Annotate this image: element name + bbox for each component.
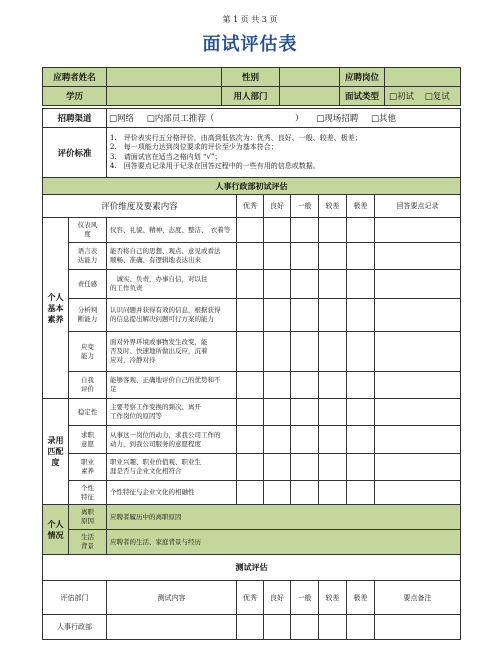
item-label: 分析判 断能力 [69, 299, 107, 332]
grade-cell[interactable] [319, 372, 347, 399]
test-grade-cell[interactable] [291, 615, 319, 640]
page-indicator: 第 1 页 共 3 页 [222, 15, 278, 24]
item-description: 诚实、负责，办事自信，对以往 的工作负责 [107, 270, 237, 299]
grade-cell[interactable] [264, 481, 291, 505]
grade-cell[interactable] [237, 270, 264, 299]
dimension-header: 评价维度及要素内容 [43, 195, 237, 218]
grade-cell[interactable] [347, 218, 375, 243]
grade-header-average: 一般 [291, 195, 319, 218]
grade-cell[interactable] [347, 243, 375, 270]
grade-cell[interactable] [347, 399, 375, 426]
grade-cell[interactable] [291, 332, 319, 372]
grade-cell[interactable] [347, 270, 375, 299]
grade-header-excellent: 优秀 [237, 195, 264, 218]
evaluation-table [42, 108, 461, 640]
group-label [43, 505, 69, 555]
test-section-title: 测试评估 [43, 555, 461, 581]
item-description: 职业兴趣、职业价值观、职业生 涯是否与企业文化相符合 [107, 454, 237, 481]
test-notes-header: 要点备注 [375, 581, 461, 615]
grade-cell[interactable] [291, 454, 319, 481]
item-description: 能否将自己的思想、观点、意见或看法 顺畅、准确、有逻辑地表达出来 [107, 243, 237, 270]
grade-cell[interactable] [264, 454, 291, 481]
grade-cell[interactable] [237, 218, 264, 243]
test-grade-header-very-poor: 极差 [347, 581, 375, 615]
item-description[interactable]: 应聘者的生活、家庭背景与经历 [107, 530, 461, 555]
test-grade-cell[interactable] [264, 615, 291, 640]
grade-cell[interactable] [319, 481, 347, 505]
notes-cell[interactable] [375, 299, 461, 332]
item-description[interactable]: 应聘者履历中的离职原因 [107, 505, 461, 530]
test-grade-header-excellent: 优秀 [237, 581, 264, 615]
test-content-header: 测试内容 [107, 581, 237, 615]
item-label: 责任感 [69, 270, 107, 299]
grade-cell[interactable] [291, 481, 319, 505]
education-field[interactable] [107, 87, 222, 106]
criteria-line: 1. 评价表实行五分格评价，由高到低依次为：优秀、良好、一般、较差、极差； [110, 133, 362, 142]
grade-cell[interactable] [291, 270, 319, 299]
grade-cell[interactable] [319, 399, 347, 426]
test-grade-cell[interactable] [319, 615, 347, 640]
notes-cell[interactable] [375, 332, 461, 372]
item-label: 离职 原因 [69, 505, 107, 530]
criteria-label: 评价标准 [43, 128, 107, 178]
item-label: 个性 特征 [69, 481, 107, 505]
group-name: 个人 情况 [47, 518, 64, 540]
grade-cell[interactable] [291, 399, 319, 426]
grade-cell[interactable] [319, 332, 347, 372]
grade-cell[interactable] [237, 243, 264, 270]
referral-close-paren: ） [295, 114, 304, 124]
criteria-line: 3. 请面试官在适当之格内划 “√”； [110, 152, 222, 161]
grade-cell[interactable] [347, 372, 375, 399]
item-description: 能够客观、正确地评价自己的优势和不 足 [107, 372, 237, 399]
notes-cell[interactable] [375, 218, 461, 243]
grade-cell[interactable] [347, 332, 375, 372]
group-label [43, 218, 69, 399]
test-notes-cell[interactable] [375, 615, 461, 640]
item-description: 主要考察工作变换的频次、离开 工作岗位的原因等 [107, 399, 237, 426]
item-label: 应变 能力 [69, 332, 107, 372]
dept-field[interactable] [280, 87, 340, 106]
notes-cell[interactable] [375, 454, 461, 481]
applicant-name-field[interactable] [107, 68, 222, 87]
group-name: 个人 基本 素养 [47, 291, 64, 324]
checkbox-other[interactable]: □其他 [370, 114, 396, 124]
test-dept-header: 评估部门 [43, 581, 107, 615]
grade-cell[interactable] [237, 299, 264, 332]
grade-cell[interactable] [264, 270, 291, 299]
item-label: 生活 背景 [69, 530, 107, 555]
channel-label: 招聘渠道 [43, 109, 107, 128]
test-grade-cell[interactable] [237, 615, 264, 640]
test-grade-header-average: 一般 [291, 581, 319, 615]
gender-field[interactable] [280, 68, 340, 87]
item-label: 语言表 达能力 [69, 243, 107, 270]
grade-cell[interactable] [264, 399, 291, 426]
grade-cell[interactable] [291, 299, 319, 332]
item-label: 自我 评价 [69, 372, 107, 399]
test-grade-cell[interactable] [347, 615, 375, 640]
channel-options [107, 109, 461, 128]
grade-cell[interactable] [347, 481, 375, 505]
item-label: 职业 素养 [69, 454, 107, 481]
grade-cell[interactable] [264, 426, 291, 454]
grade-cell[interactable] [237, 372, 264, 399]
grade-cell[interactable] [291, 372, 319, 399]
grade-cell[interactable] [264, 332, 291, 372]
grade-cell[interactable] [291, 426, 319, 454]
position-label: 应聘岗位 [340, 68, 385, 87]
interview-type-label: 面试类型 [340, 87, 385, 106]
test-grade-header-poor: 较差 [319, 581, 347, 615]
grade-cell[interactable] [264, 218, 291, 243]
grade-cell[interactable] [347, 299, 375, 332]
item-description: 仪容、礼貌、精神、态度、整洁、 衣着等 [107, 218, 237, 243]
criteria-line: 2. 每一项能力达到岗位要求的评价至少为基本符合； [110, 143, 278, 151]
checkbox-second-interview[interactable]: □复试 [424, 92, 450, 102]
grade-cell[interactable] [264, 243, 291, 270]
item-label: 求职 意愿 [69, 426, 107, 454]
checkbox-referral[interactable]: □内部员工推荐（ [146, 114, 215, 124]
grade-header-poor: 较差 [319, 195, 347, 218]
grade-header-very-poor: 极差 [347, 195, 375, 218]
grade-cell[interactable] [237, 399, 264, 426]
notes-cell[interactable] [375, 372, 461, 399]
grade-cell[interactable] [237, 332, 264, 372]
grade-cell[interactable] [237, 481, 264, 505]
grade-cell[interactable] [264, 372, 291, 399]
grade-cell[interactable] [319, 243, 347, 270]
item-label: 稳定性 [69, 399, 107, 426]
grade-cell[interactable] [291, 243, 319, 270]
notes-cell[interactable] [375, 426, 461, 454]
grade-cell[interactable] [319, 299, 347, 332]
grade-header-good: 良好 [264, 195, 291, 218]
grade-cell[interactable] [319, 218, 347, 243]
group-name: 录用 匹配 度 [47, 435, 64, 467]
grade-cell[interactable] [319, 270, 347, 299]
position-field[interactable] [385, 68, 461, 87]
item-description: 认识问题并获得有效的信息，根据获得 的信息提出解决问题可行方案的能力 [107, 299, 237, 332]
grade-cell[interactable] [291, 218, 319, 243]
checkbox-onsite[interactable]: □现场招聘 [316, 114, 359, 124]
item-description: 面对外界环境或事物发生改变，能 否及时、快速地所做出反应，沉着 应对，冷静对待 [107, 332, 237, 372]
grade-cell[interactable] [264, 299, 291, 332]
grade-cell[interactable] [347, 454, 375, 481]
notes-cell[interactable] [375, 243, 461, 270]
notes-cell[interactable] [375, 399, 461, 426]
test-dept-cell: 人事行政部 [43, 615, 107, 640]
test-content-cell[interactable] [107, 615, 237, 640]
grade-cell[interactable] [237, 454, 264, 481]
item-label: 仪表风 度 [69, 218, 107, 243]
dept-label: 用人部门 [222, 87, 280, 106]
test-grade-header-good: 良好 [264, 581, 291, 615]
notes-header: 回答要点记录 [375, 195, 461, 218]
grade-cell[interactable] [319, 426, 347, 454]
notes-cell[interactable] [375, 481, 461, 505]
interview-type-options[interactable] [385, 87, 461, 106]
checkbox-first-interview[interactable]: □初试 [389, 92, 415, 102]
criteria-line: 4. 回答要点记录用于记录在回答过程中的一些有用的信息或数据。 [110, 162, 320, 170]
header-table [42, 67, 461, 106]
page-title: 面试评估表 [202, 34, 298, 55]
grade-cell[interactable] [347, 426, 375, 454]
checkbox-online[interactable]: □网络 [109, 114, 135, 124]
notes-cell[interactable] [375, 270, 461, 299]
grade-cell[interactable] [237, 426, 264, 454]
applicant-name-label: 应聘者姓名 [43, 68, 107, 87]
item-description: 从事这一岗位的动力，求我公司工作的 动力，到我公司服务的意愿程度 [107, 426, 237, 454]
gender-label: 性别 [222, 68, 280, 87]
item-description: 个性特征与企业文化的相融性 [107, 481, 237, 505]
group-label [43, 399, 69, 505]
criteria-text [107, 128, 461, 178]
education-label: 学历 [43, 87, 107, 106]
hr-section-title: 人事行政部初试评估 [43, 178, 461, 195]
grade-cell[interactable] [319, 454, 347, 481]
